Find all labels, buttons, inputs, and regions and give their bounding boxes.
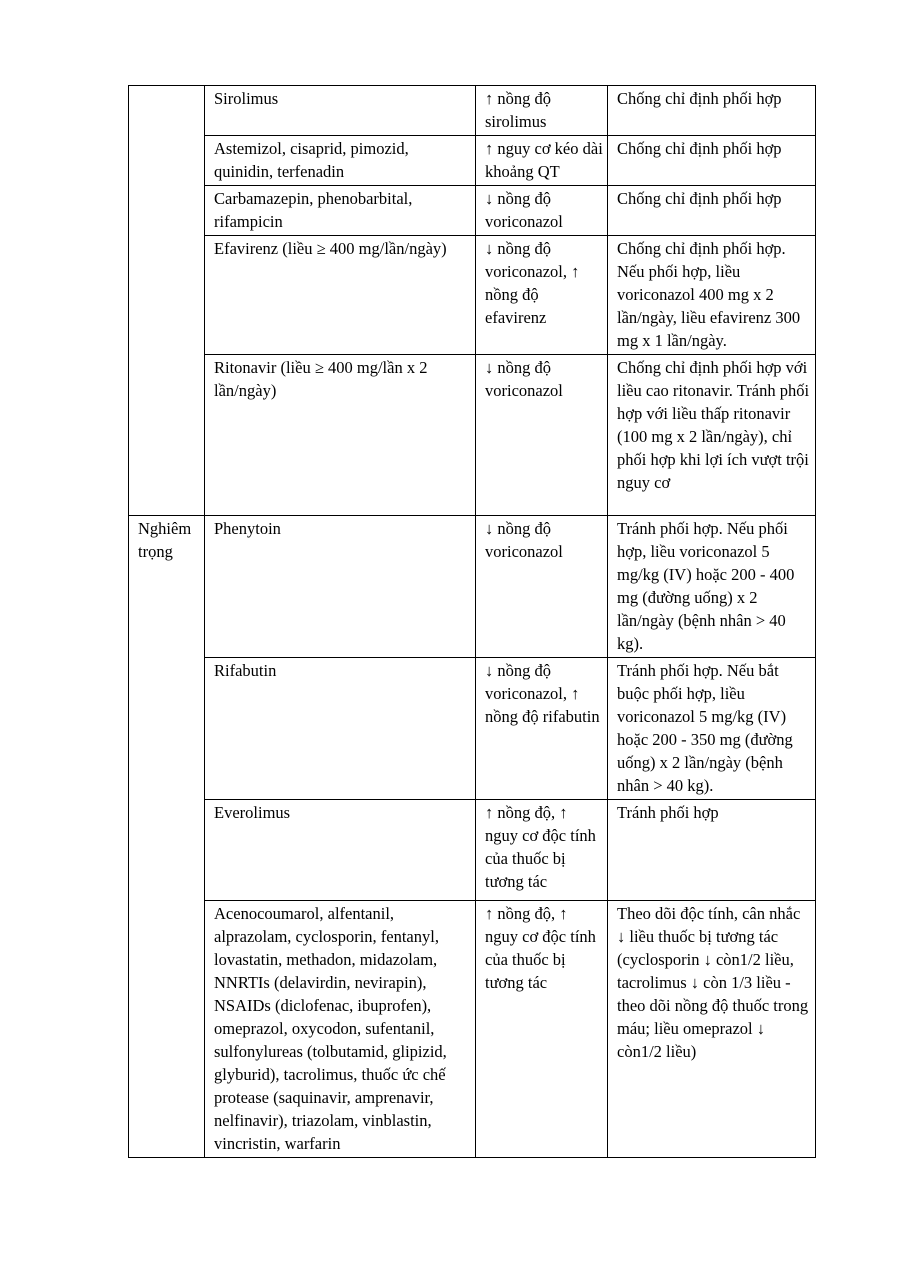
drug-cell: Sirolimus [205,86,476,136]
effect-cell: ↑ nồng độ, ↑ nguy cơ độc tính của thuốc bị tương tác [476,800,608,901]
effect-cell: ↓ nồng độ voriconazol [476,516,608,658]
severity-cell: Nghiêm trọng [129,516,205,1158]
drug-cell: Efavirenz (liều ≥ 400 mg/lần/ngày) [205,236,476,355]
drug-interaction-table [128,85,816,1158]
recommendation-cell: Chống chỉ định phối hợp [608,86,816,136]
effect-cell: ↓ nồng độ voriconazol [476,355,608,516]
drug-cell: Acenocoumarol, alfentanil, alprazolam, cyclosporin, fentanyl, lovastatin, methadon, midazolam, NNRTIs (delavirdin, nevirapin), NSAIDs (diclofenac, ibuprofen), omeprazol, oxycodon, sufentanil, sulfonylureas (tolbutamid, glipizid, glyburid), tacrolimus, thuốc ức chế protease (saquinavir, amprenavir, nelfinavir), triazolam, vinblastin, vincristin, warfarin [205,901,476,1158]
table-row [129,800,816,901]
drug-cell: Phenytoin [205,516,476,658]
table-row [129,136,816,186]
table-row [129,186,816,236]
drug-cell: Carbamazepin, phenobarbital, rifampicin [205,186,476,236]
drug-cell: Astemizol, cisaprid, pimozid, quinidin, terfenadin [205,136,476,186]
recommendation-cell: Tránh phối hợp [608,800,816,901]
recommendation-cell: Theo dõi độc tính, cân nhắc ↓ liều thuốc bị tương tác (cyclosporin ↓ còn1/2 liều, tacrolimus ↓ còn 1/3 liều - theo dõi nồng độ thuốc trong máu; liều omeprazol ↓ còn1/2 liều) [608,901,816,1158]
table-row [129,658,816,800]
effect-cell: ↓ nồng độ voriconazol, ↑ nồng độ efavirenz [476,236,608,355]
recommendation-cell: Tránh phối hợp. Nếu bắt buộc phối hợp, liều voriconazol 5 mg/kg (IV) hoặc 200 - 350 mg (đường uống) x 2 lần/ngày (bệnh nhân > 40 kg). [608,658,816,800]
effect-cell: ↑ nồng độ sirolimus [476,86,608,136]
recommendation-cell: Chống chỉ định phối hợp. Nếu phối hợp, liều voriconazol 400 mg x 2 lần/ngày, liều efavirenz 300 mg x 1 lần/ngày. [608,236,816,355]
table-row [129,86,816,136]
effect-cell: ↓ nồng độ voriconazol, ↑ nồng độ rifabutin [476,658,608,800]
severity-cell [129,86,205,516]
effect-cell: ↑ nồng độ, ↑ nguy cơ độc tính của thuốc bị tương tác [476,901,608,1158]
recommendation-cell: Chống chỉ định phối hợp [608,136,816,186]
drug-cell: Rifabutin [205,658,476,800]
recommendation-cell: Chống chỉ định phối hợp với liều cao ritonavir. Tránh phối hợp với liều thấp ritonavir (100 mg x 2 lần/ngày), chỉ phối hợp khi lợi ích vượt trội nguy cơ [608,355,816,516]
recommendation-cell: Tránh phối hợp. Nếu phối hợp, liều voriconazol 5 mg/kg (IV) hoặc 200 - 400 mg (đường uống) x 2 lần/ngày (bệnh nhân > 40 kg). [608,516,816,658]
table-row [129,901,816,1158]
table-row [129,516,816,658]
recommendation-cell: Chống chỉ định phối hợp [608,186,816,236]
effect-cell: ↓ nồng độ voriconazol [476,186,608,236]
drug-cell: Everolimus [205,800,476,901]
table-row [129,355,816,516]
effect-cell: ↑ nguy cơ kéo dài khoảng QT [476,136,608,186]
table-row [129,236,816,355]
drug-cell: Ritonavir (liều ≥ 400 mg/lần x 2 lần/ngày) [205,355,476,516]
